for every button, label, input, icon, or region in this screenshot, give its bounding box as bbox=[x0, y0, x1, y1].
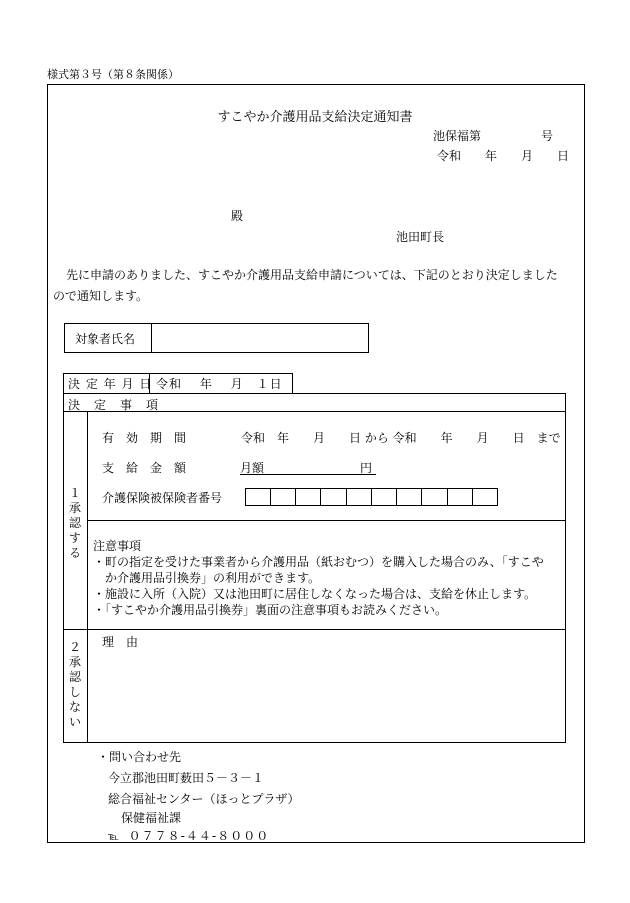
validity-value: 令和 年 月 日 から 令和 年 月 日 まで bbox=[241, 431, 561, 445]
subject-name-label: 対象者氏名 bbox=[75, 332, 136, 346]
addressee-suffix: 殿 bbox=[231, 209, 244, 223]
contact-org: 総合福祉センター（ほっとプラザ） bbox=[108, 792, 300, 806]
amount-unit: 円 bbox=[359, 461, 372, 475]
decision-date-label: 決 定 年 月 日 bbox=[68, 377, 153, 391]
issue-date: 令和 年 月 日 bbox=[437, 149, 570, 163]
contact-phone bbox=[108, 827, 269, 844]
validity-label: 有 効 期 間 bbox=[102, 431, 187, 445]
decision-date-value: 令和 年 月 １日 bbox=[156, 377, 283, 391]
reference-number: 池保福第 号 bbox=[433, 129, 554, 143]
note-line: か介護用品引換券」の利用ができます。 bbox=[93, 571, 321, 585]
deny-side-label: ２ 承 認 し な い bbox=[68, 640, 81, 729]
note-line: ・施設に入所（入院）又は池田町に居住しなくなった場合は、支給を休止します。 bbox=[93, 587, 537, 601]
note-line: ・町の指定を受けた事業者から介護用品（紙おむつ）を購入した場合のみ、「すこや bbox=[93, 555, 544, 569]
insurance-number-label: 介護保険被保険者番号 bbox=[102, 491, 223, 505]
issuer: 池田町長 bbox=[396, 230, 445, 244]
form-number: 様式第３号（第８条関係） bbox=[47, 68, 179, 81]
contact-address: 今立郡池田町薮田５－３－１ bbox=[108, 771, 265, 785]
note-line: ・「すこやか介護用品引換券」裏面の注意事項もお読みください。 bbox=[93, 603, 448, 617]
phone-number: ０７７８-４４-８０００ bbox=[128, 829, 270, 843]
subject-divider bbox=[151, 323, 152, 353]
reason-label: 理 由 bbox=[102, 635, 139, 649]
contact-heading: ・問い合わせ先 bbox=[97, 750, 182, 764]
contact-dept: 保健福祉課 bbox=[121, 811, 182, 825]
intro-line-2: ので通知します。 bbox=[53, 289, 149, 303]
amount-prefix: 月額 bbox=[240, 461, 265, 475]
notes-title: 注意事項 bbox=[93, 539, 142, 553]
intro-line-1: 先に申請のありました、すこやか介護用品支給申請については、下記のとおり決定しました bbox=[66, 268, 558, 282]
approve-side-label: １ 承 認 す る bbox=[68, 486, 81, 560]
amount-label: 支 給 金 額 bbox=[102, 461, 187, 475]
document-title: すこやか介護用品支給決定通知書 bbox=[217, 110, 413, 125]
phone-icon: ℡ bbox=[108, 832, 119, 843]
decision-items-label: 決 定 事 項 bbox=[68, 398, 160, 412]
amount-field[interactable] bbox=[240, 459, 376, 475]
